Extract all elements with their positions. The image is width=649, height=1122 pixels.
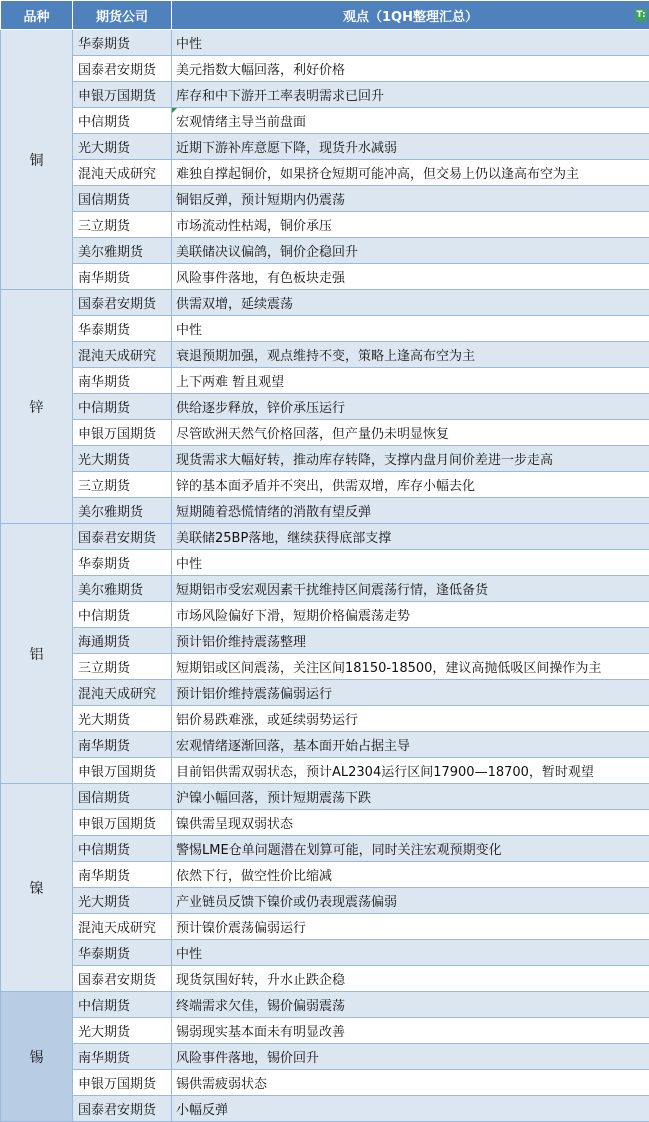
header-company: 期货公司 (73, 1, 172, 30)
view-text: 中性 (176, 557, 202, 572)
view-cell (172, 342, 649, 368)
view-cell (172, 30, 649, 56)
company-cell: 中信期货 (73, 394, 172, 420)
company-cell: 美尔雅期货 (73, 498, 172, 524)
view-text: 宏观情绪主导当前盘面 (176, 115, 306, 130)
view-text: 美元指数大幅回落，利好价格 (176, 63, 345, 78)
view-text: 产业链员反馈下镍价或仍表现震荡偏弱 (176, 895, 397, 910)
table-row (1, 498, 649, 524)
table-row (1, 1044, 649, 1070)
view-text: 中性 (176, 37, 202, 52)
view-text: 上下两难 暂且观望 (176, 375, 284, 390)
view-text: 终端需求欠佳，锡价偏弱震荡 (176, 999, 345, 1014)
header-view-label: 观点（1QH整理汇总） (343, 10, 478, 25)
view-cell (172, 160, 649, 186)
view-text: 现货氛围好转，升水止跌企稳 (176, 973, 345, 988)
table-row (1, 992, 649, 1018)
table-row (1, 186, 649, 212)
company-cell: 申银万国期货 (73, 1070, 172, 1096)
company-cell: 南华期货 (73, 1044, 172, 1070)
comment-marker-icon (172, 108, 177, 113)
company-cell: 国泰君安期货 (73, 966, 172, 992)
company-cell: 申银万国期货 (73, 82, 172, 108)
company-cell: 华泰期货 (73, 550, 172, 576)
table-row (1, 134, 649, 160)
category-cell: 铝 (1, 524, 73, 784)
view-cell (172, 888, 649, 914)
header-view (172, 1, 649, 30)
table-row (1, 1018, 649, 1044)
company-cell: 中信期货 (73, 602, 172, 628)
view-text: 风险事件落地，有色板块走强 (176, 271, 345, 286)
table-row (1, 628, 649, 654)
table-row (1, 550, 649, 576)
view-text: 尽管欧洲天然气价格回落，但产量仍未明显恢复 (176, 427, 449, 442)
table-row (1, 862, 649, 888)
table-row (1, 30, 649, 56)
view-text: 供需双增，延续震荡 (176, 297, 293, 312)
company-cell: 国信期货 (73, 784, 172, 810)
table-row (1, 472, 649, 498)
company-cell: 国信期货 (73, 186, 172, 212)
company-cell: 三立期货 (73, 654, 172, 680)
view-cell (172, 576, 649, 602)
view-cell (172, 628, 649, 654)
view-cell (172, 56, 649, 82)
view-cell (172, 1018, 649, 1044)
view-text: 衰退预期加强，观点维持不变，策略上逢高布空为主 (176, 349, 475, 364)
company-cell: 南华期货 (73, 264, 172, 290)
category-cell: 铜 (1, 30, 73, 290)
company-cell: 华泰期货 (73, 940, 172, 966)
table-row (1, 238, 649, 264)
company-cell: 国泰君安期货 (73, 56, 172, 82)
company-cell: 申银万国期货 (73, 810, 172, 836)
view-cell (172, 810, 649, 836)
table-row (1, 160, 649, 186)
view-text: 沪镍小幅回落，预计短期震荡下跌 (176, 791, 371, 806)
view-text: 现货需求大幅好转，推动库存转降，支撑内盘月间价差进一步走高 (176, 453, 553, 468)
company-cell: 国泰君安期货 (73, 1096, 172, 1122)
table-row (1, 290, 649, 316)
company-cell: 混沌天成研究 (73, 680, 172, 706)
view-text: 锡供需疲弱状态 (176, 1077, 267, 1092)
view-cell (172, 758, 649, 784)
company-cell: 光大期货 (73, 888, 172, 914)
view-cell (172, 264, 649, 290)
table-row (1, 1096, 649, 1122)
company-cell: 华泰期货 (73, 316, 172, 342)
view-cell (172, 82, 649, 108)
table-row (1, 56, 649, 82)
view-text: 小幅反弹 (176, 1103, 228, 1118)
view-text: 短期随着恐慌情绪的消散有望反弹 (176, 505, 371, 520)
table-row (1, 394, 649, 420)
view-text: 铜铝反弹，预计短期内仍震荡 (176, 193, 345, 208)
view-text: 铝价易跌难涨，或延续弱势运行 (176, 713, 358, 728)
company-cell: 申银万国期货 (73, 758, 172, 784)
view-cell (172, 394, 649, 420)
view-cell (172, 654, 649, 680)
view-cell (172, 940, 649, 966)
table-row (1, 446, 649, 472)
table-row (1, 966, 649, 992)
view-text: 市场流动性枯竭，铜价承压 (176, 219, 332, 234)
view-text: 中性 (176, 323, 202, 338)
view-cell (172, 134, 649, 160)
table-row (1, 888, 649, 914)
table-row (1, 368, 649, 394)
view-text: 近期下游补库意愿下降，现货升水减弱 (176, 141, 397, 156)
view-text: 难独自撑起铜价，如果挤仓短期可能冲高，但交易上仍以逢高布空为主 (176, 167, 579, 182)
table-row (1, 784, 649, 810)
view-text: 目前铝供需双弱状态，预计AL2304运行区间17900—18700，暂时观望 (176, 765, 594, 780)
table-row (1, 680, 649, 706)
company-cell: 南华期货 (73, 862, 172, 888)
view-text: 预计镍价震荡偏弱运行 (176, 921, 306, 936)
view-cell (172, 836, 649, 862)
view-cell (172, 1070, 649, 1096)
view-text: 依然下行，做空性价比缩减 (176, 869, 332, 884)
company-cell: 混沌天成研究 (73, 914, 172, 940)
view-cell (172, 784, 649, 810)
table-row (1, 940, 649, 966)
view-cell (172, 602, 649, 628)
table-body (1, 30, 649, 1122)
table-row (1, 810, 649, 836)
view-text: 风险事件落地，锡价回升 (176, 1051, 319, 1066)
view-text: 中性 (176, 947, 202, 962)
table-row (1, 264, 649, 290)
sheet-tag-icon: T: (635, 9, 647, 21)
view-cell (172, 1044, 649, 1070)
company-cell: 光大期货 (73, 1018, 172, 1044)
view-cell (172, 316, 649, 342)
company-cell: 海通期货 (73, 628, 172, 654)
table-row (1, 914, 649, 940)
view-cell (172, 108, 649, 134)
view-cell (172, 914, 649, 940)
view-text: 短期铝市受宏观因素干扰维持区间震荡行情，逢低备货 (176, 583, 488, 598)
category-cell: 锡 (1, 992, 73, 1122)
company-cell: 光大期货 (73, 446, 172, 472)
view-cell (172, 212, 649, 238)
view-text: 锌的基本面矛盾并不突出，供需双增，库存小幅去化 (176, 479, 475, 494)
view-cell (172, 862, 649, 888)
table-row (1, 212, 649, 238)
company-cell: 申银万国期货 (73, 420, 172, 446)
table-row (1, 836, 649, 862)
category-cell: 镍 (1, 784, 73, 992)
view-cell (172, 524, 649, 550)
company-cell: 中信期货 (73, 836, 172, 862)
table-row (1, 342, 649, 368)
table-row (1, 82, 649, 108)
company-cell: 三立期货 (73, 212, 172, 238)
company-cell: 三立期货 (73, 472, 172, 498)
company-cell: 光大期货 (73, 134, 172, 160)
table-row (1, 706, 649, 732)
view-text: 宏观情绪逐渐回落，基本面开始占据主导 (176, 739, 410, 754)
header-category: 品种 (1, 1, 73, 30)
view-cell (172, 420, 649, 446)
view-cell (172, 992, 649, 1018)
table-row (1, 654, 649, 680)
table-row (1, 576, 649, 602)
view-text: 库存和中下游开工率表明需求已回升 (176, 89, 384, 104)
category-cell: 锌 (1, 290, 73, 524)
table-row (1, 524, 649, 550)
company-cell: 南华期货 (73, 368, 172, 394)
view-text: 短期铝或区间震荡，关注区间18150-18500，建议高抛低吸区间操作为主 (176, 661, 601, 676)
company-cell: 南华期货 (73, 732, 172, 758)
company-cell: 混沌天成研究 (73, 342, 172, 368)
company-cell: 混沌天成研究 (73, 160, 172, 186)
table-row (1, 732, 649, 758)
company-cell: 国泰君安期货 (73, 290, 172, 316)
company-cell: 中信期货 (73, 108, 172, 134)
company-cell: 美尔雅期货 (73, 238, 172, 264)
view-cell (172, 290, 649, 316)
view-text: 预计铝价维持震荡整理 (176, 635, 306, 650)
view-cell (172, 550, 649, 576)
view-cell (172, 1096, 649, 1122)
view-cell (172, 680, 649, 706)
table-row (1, 758, 649, 784)
company-cell: 国泰君安期货 (73, 524, 172, 550)
table-row (1, 420, 649, 446)
table-row (1, 108, 649, 134)
table-row (1, 1070, 649, 1096)
view-text: 市场风险偏好下滑，短期价格偏震荡走势 (176, 609, 410, 624)
view-cell (172, 966, 649, 992)
view-cell (172, 186, 649, 212)
view-cell (172, 368, 649, 394)
view-cell (172, 238, 649, 264)
view-text: 供给逐步释放，锌价承压运行 (176, 401, 345, 416)
view-cell (172, 446, 649, 472)
company-cell: 中信期货 (73, 992, 172, 1018)
view-cell (172, 706, 649, 732)
view-text: 预计铝价维持震荡偏弱运行 (176, 687, 332, 702)
view-text: 美联储25BP落地，继续获得底部支撑 (176, 531, 391, 546)
table-row (1, 602, 649, 628)
table-row (1, 316, 649, 342)
company-cell: 美尔雅期货 (73, 576, 172, 602)
view-text: 镍供需呈现双弱状态 (176, 817, 293, 832)
view-text: 美联储决议偏鸽，铜价企稳回升 (176, 245, 358, 260)
view-text: 锡弱现实基本面未有明显改善 (176, 1025, 345, 1040)
view-text: 警惕LME仓单问题潜在划算可能，同时关注宏观预期变化 (176, 843, 502, 858)
view-cell (172, 498, 649, 524)
view-cell (172, 472, 649, 498)
company-cell: 华泰期货 (73, 30, 172, 56)
view-cell (172, 732, 649, 758)
company-cell: 光大期货 (73, 706, 172, 732)
header-row (1, 1, 649, 30)
